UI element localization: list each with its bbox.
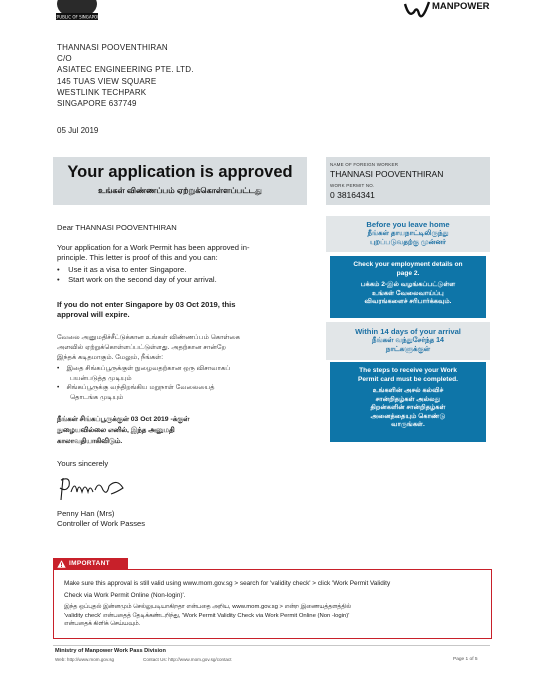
check-details-tamil: உங்கள் வேலைவாய்ப்பு [372, 289, 444, 297]
warning-icon [57, 560, 66, 568]
footer-web: Web: http://www.mom.gov.sg [55, 657, 115, 662]
important-tamil-line: இந்த ஒப்புதல் இன்னமும் செல்லுபடியாகிறதா என்பதை அறிய, www.mom.gov.sg > என்ற இணையத்தளத்தில் [64, 604, 351, 610]
list-item-text: இதை சிங்கப்பூருக்குள் நுழைவதற்கான ஒரு விசாவாகப் [66, 365, 231, 372]
signer-title: Controller of Work Passes [57, 519, 146, 529]
intro-paragraph [57, 243, 249, 264]
expiry-warning-line: approval will expire. [57, 310, 130, 320]
important-english-line: Check via Work Permit Online (Non-login)'. [64, 591, 186, 599]
list-item: • இதை சிங்கப்பூருக்குள் நுழைவதற்கான ஒரு விசாவாகப் [57, 365, 231, 372]
salutation: Dear THANNASI POOVENTHIRAN [57, 223, 177, 232]
before-leave-tamil: புறப்படுவதற்கு முன்னர் [370, 239, 446, 246]
signer-block [57, 509, 145, 530]
letter-date: 05 Jul 2019 [57, 126, 99, 135]
address-line: WESTLINK TECHPARK [57, 87, 147, 97]
permit-card-steps-panel [330, 362, 486, 442]
manpower-logo-icon [403, 0, 431, 22]
footer-contact: Contact Us: http://www.mom.gov.sg/contact [143, 657, 232, 662]
tamil-intro-line: அளவில் ஏற்றுக்கொள்ளப்பட்டுள்ளது. அதற்கான சான்றே [57, 344, 227, 351]
approval-banner [53, 157, 307, 205]
permit-no-label: WORK PERMIT NO. [330, 183, 375, 188]
signer-name: Penny Han (Mrs) [57, 509, 115, 518]
permit-card-steps-tamil: உங்களின் அசல் கல்விச் [372, 387, 444, 394]
address-line: THANNASI POOVENTHIRAN [57, 43, 168, 52]
crest-text: REPUBLIC OF SINGAPORE [52, 14, 102, 20]
important-tab [53, 558, 128, 569]
permit-card-steps-tamil: சான்றிதழ்கள் அல்லது [375, 395, 441, 403]
intro-line: principle. This letter is proof of this and you can: [57, 253, 218, 263]
important-tamil-line: என்பதைக் கிளிக் செய்யவும். [64, 621, 141, 628]
list-item-continuation: பயன்படுத்த முடியும் [70, 374, 132, 382]
list-item-text: சிங்கப்பூருக்கு வந்திறங்கிய மறுநாள் வேலையைத் [66, 384, 215, 392]
banner-title: Your application is approved [67, 163, 293, 181]
intro-line: Your application for a Work Permit has been approved in- [57, 243, 250, 252]
footer-page-number: Page 1 of 5 [453, 657, 478, 662]
important-tamil-line: 'validity check' என்பதைத் தேடிக்கண்டறிந்து, 'Work Permit Validity Check via Work Permit Online (Non -login)' [64, 612, 350, 619]
address-line: C/O [57, 54, 72, 64]
list-item: • சிங்கப்பூருக்கு வந்திறங்கிய மறுநாள் வேலையைத் [57, 384, 215, 392]
important-english-line: Make sure this approval is still valid using www.mom.gov.sg > search for 'validity check' > click 'Work Permit Validity [64, 580, 391, 587]
before-leave-tamil: நீங்கள் தாயநாட்டிலிருந்து [367, 230, 449, 237]
within-14-days-panel [326, 322, 490, 360]
signature-image [57, 470, 132, 504]
worker-info-box [326, 157, 490, 205]
important-english [64, 578, 390, 601]
check-details-panel [330, 256, 486, 318]
tamil-expiry-line: நீங்கள் சிங்கப்பூருக்குள் 03 Oct 2019 -க்குள் [57, 416, 190, 423]
tamil-expiry-line: காலாவதியாகிவிடும். [57, 438, 123, 445]
within-14-days-title: Within 14 days of your arrival [355, 327, 461, 336]
check-details-title: page 2. [396, 269, 420, 277]
permit-card-steps-title: The steps to receive your Work [359, 367, 457, 374]
check-details-title: Check your employment details on [353, 261, 463, 268]
address-line: SINGAPORE 637749 [57, 99, 137, 109]
recipient-address [57, 42, 194, 109]
address-line: ASIATEC ENGINEERING PTE. LTD. [57, 65, 194, 75]
address-line: 145 TUAS VIEW SQUARE [57, 76, 157, 86]
permission-list [57, 265, 217, 286]
list-item-continuation: தொடங்க முடியும் [70, 393, 124, 401]
expiry-warning [57, 300, 236, 321]
list-item-text: Start work on the second day of your arrival. [68, 275, 217, 285]
within-14-days-tamil: நீங்கள் வந்துசேர்ந்த 14 [372, 337, 444, 344]
important-label: IMPORTANT [69, 560, 110, 567]
permit-card-steps-tamil: வாருங்கள். [391, 421, 425, 429]
tamil-intro-line: வேலை அனுமதிச்சீட்டுக்கான உங்கள் விண்ணப்பம் கொள்கை [57, 334, 240, 341]
manpower-logo [403, 0, 503, 22]
permit-card-steps-title: Permit card must be completed. [357, 375, 459, 383]
footer-divider [53, 645, 490, 646]
tamil-permission-list [57, 364, 230, 402]
permit-no-value: 0 38164341 [330, 190, 375, 200]
banner-subtitle: உங்கள் விண்ணப்பம் ஏற்றுக்கொள்ளப்பட்டது [98, 186, 262, 195]
before-leave-title: Before you leave home [366, 220, 450, 229]
list-item: • Use it as a visa to enter Singapore. [57, 265, 187, 274]
check-details-tamil: பக்கம் 2-இல் வழங்கப்பட்டுள்ள [360, 281, 456, 288]
worker-name-value: THANNASI POOVENTHIRAN [330, 169, 444, 179]
footer-org: Ministry of Manpower Work Pass Division [55, 648, 166, 654]
list-item: • Start work on the second day of your arrival. [57, 275, 217, 285]
tamil-expiry-line: நுழையவில்லை எனில், இந்த அனுமதி [57, 427, 175, 434]
permit-card-steps-tamil: அனைத்தையும் கொண்டு [370, 412, 446, 420]
within-14-days-tamil: நாட்களுக்குள் [385, 346, 431, 353]
permit-card-steps-tamil: திறன்களின் சான்றிதழ்கள் [370, 404, 446, 412]
worker-name-label: NAME OF FOREIGN WORKER [330, 162, 399, 167]
list-item-text: Use it as a visa to enter Singapore. [68, 265, 187, 274]
before-leave-panel [326, 216, 490, 252]
important-tamil [64, 603, 351, 629]
crest-logo [52, 0, 102, 22]
expiry-warning-line: If you do not enter Singapore by 03 Oct 2019, this [57, 300, 236, 309]
brand-name: MANPOWER [432, 1, 490, 12]
closing: Yours sincerely [57, 459, 109, 468]
tamil-expiry-warning [57, 414, 189, 447]
check-details-tamil: விவரங்களைச் சரிபார்க்கவும். [364, 298, 452, 306]
tamil-intro-line: இந்தக் கடிதமாகும். மேலும், நீங்கள்: [57, 354, 164, 361]
tamil-intro [57, 333, 240, 363]
